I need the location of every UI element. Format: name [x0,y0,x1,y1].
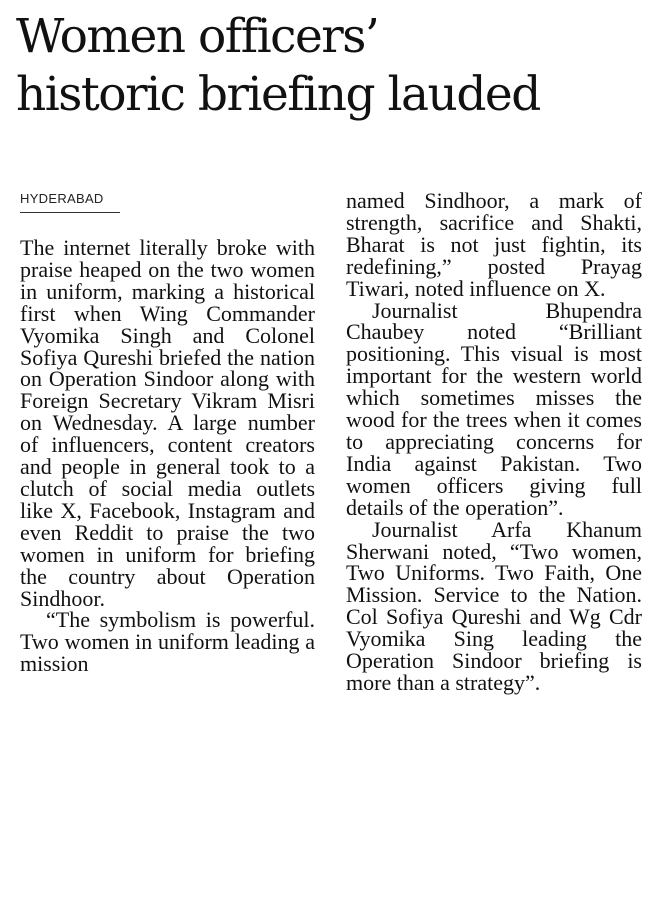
dateline: HYDERABAD [20,191,104,206]
dateline-underline [20,212,120,213]
paragraph-4: Journalist Arfa Khanum Sherwani noted, “Two women, Two Uniforms. Two Faith, One Mission. Service to the Nation. Col Sofiya Qureshi and Wg Cdr Vyomika Sing leading the Operation Sindoor briefing is more than a strategy”. [346,516,642,695]
paragraph-1: The internet literally broke with praise heaped on the two women in uniform, marking a historical first when Wing Commander Vyomika Singh and Colonel Sofiya Qureshi briefed the nation on Operation Sindoor along with Foreign Secretary Vikram Misri on Wednesday. A large number of influencers, content creators and people in general took to a clutch of social media outlets like X, Facebook, Instagram and even Reddit to praise the two women in uniform for briefing the country about Operation Sindhoor. [20,235,315,611]
article-column-right [346,190,642,895]
paragraph-2: “The symbolism is powerful. Two women in uniform leading a mission [20,607,315,677]
paragraph-2-continued: named Sindhoor, a mark of strength, sacrifice and Shakti, Bharat is not just fightin, its redefining,” posted Prayag Tiwari, noted influence on X. [346,188,642,301]
paragraph-3: Journalist Bhupendra Chaubey noted “Brilliant positioning. This visual is most important for the western world which sometimes misses the wood for the trees when it comes to appreciating concerns for India against Pakistan. Two women officers giving full details of the operation”. [346,297,642,520]
article-column-left [20,237,315,897]
headline [16,8,646,124]
headline-line-2: historic briefing lauded [16,67,540,122]
headline-line-1: Women officers’ [16,9,379,64]
